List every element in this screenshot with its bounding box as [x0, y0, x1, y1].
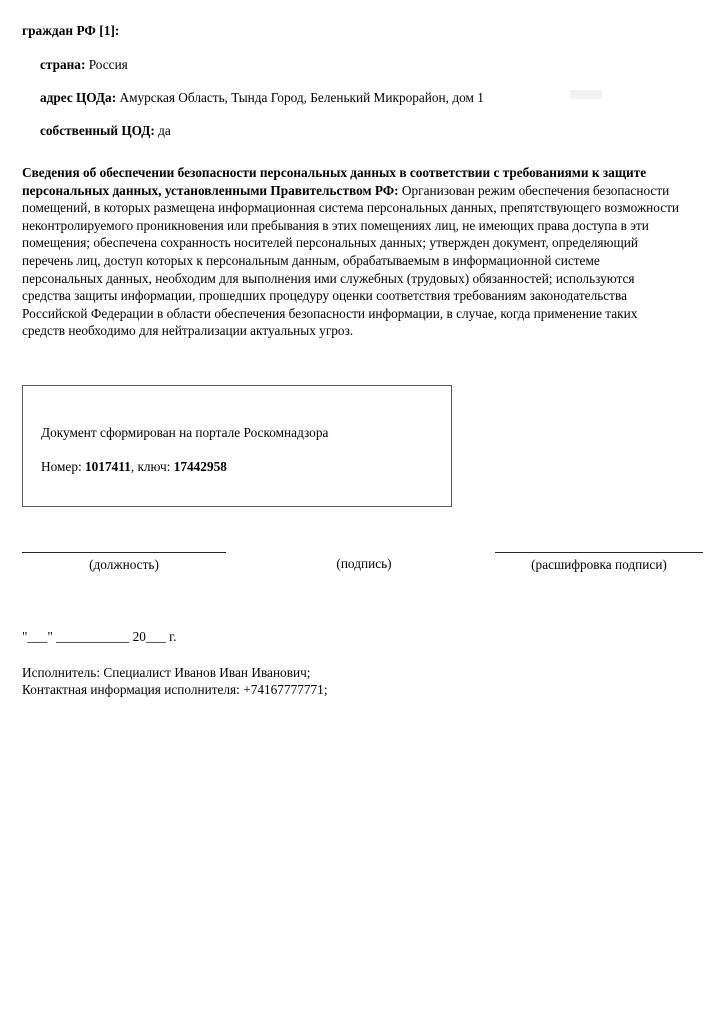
- security-measures-text: Организован режим обеспечения безопасности помещений, в которых размещена информационная система персональных данных, препятствующего возможности неконтролируемого проникновения или пребывания в этих помещениях лиц, не имеющих права доступа в эти помещения; обеспечена сохранность носителей персональных данных; утвержден документ, определяющий перечень лиц, доступ которых к персональным данным, обрабатываемым в информационной системе персональных данных, необходим для выполнения ими служебных (трудовых) обязанностей; используются средства защиты информации, прошедших процедуру оценки соответствия требованиям законодательства Российской Федерации в области обеспечения безопасности информации, в случае, когда применение таких средств необходимо для нейтрализации актуальных угроз.: [22, 182, 680, 339]
- field-row-own-datacenter: [40, 122, 703, 139]
- document-key-value: 17442958: [173, 459, 227, 474]
- document-key-label: , ключ:: [130, 459, 171, 474]
- field-value-country: Россия: [88, 57, 128, 72]
- signature-rule-transcript: [495, 552, 703, 553]
- signature-field-position: [22, 552, 226, 573]
- scan-artifact: [570, 90, 602, 99]
- section-heading: граждан РФ [1]:: [22, 23, 120, 38]
- executor-contact-line: Контактная информация исполнителя: +74167777771;: [22, 681, 328, 697]
- security-measures-paragraph: [22, 164, 681, 340]
- field-value-own-datacenter: да: [158, 123, 171, 138]
- field-row-country: [40, 56, 703, 73]
- executor-block: [22, 665, 328, 698]
- document-number-row: [41, 458, 441, 475]
- document-number-value: 1017411: [85, 459, 131, 474]
- date-blank-line: "___" ___________ 20___ г.: [22, 629, 177, 644]
- field-value-datacenter-address: Амурская Область, Тында Город, Беленький Микрорайон, дом 1: [119, 90, 484, 105]
- signature-row: [0, 552, 724, 592]
- field-row-datacenter-address: [40, 89, 703, 106]
- signature-field-transcript: [495, 552, 703, 573]
- signature-rule-position: [22, 552, 226, 553]
- signature-field-signature: [280, 552, 448, 572]
- signature-caption-position: (должность): [89, 557, 159, 572]
- signature-caption-signature: (подпись): [336, 556, 392, 571]
- field-label-own-datacenter: собственный ЦОД:: [40, 123, 155, 138]
- executor-name-line: Исполнитель: Специалист Иванов Иван Иванович;: [22, 665, 311, 680]
- document-number-label: Номер:: [41, 459, 82, 474]
- signature-caption-transcript: (расшифровка подписи): [531, 557, 667, 572]
- field-label-datacenter-address: адрес ЦОДа:: [40, 90, 117, 105]
- security-measures-label: Сведения об обеспечении безопасности персональных данных в соответствии с требованиями к защите персональных данных, установленными Правительством РФ:: [22, 165, 647, 198]
- portal-stamp-content: [41, 424, 441, 475]
- portal-generation-notice: Документ сформирован на портале Роскомнадзора: [41, 425, 329, 440]
- field-label-country: страна:: [40, 57, 86, 72]
- portal-stamp-box: [22, 385, 452, 507]
